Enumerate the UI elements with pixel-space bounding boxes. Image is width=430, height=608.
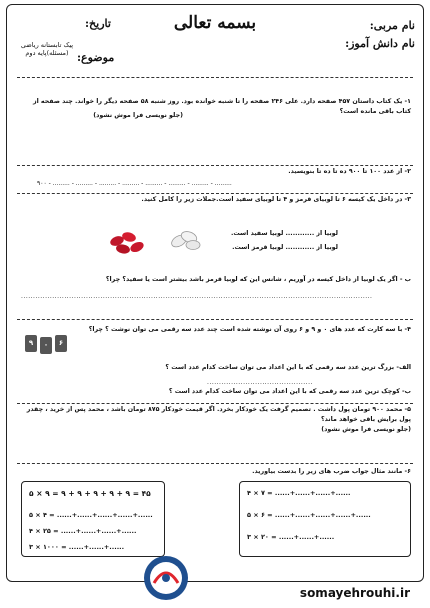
- question-6: ۶- مانند مثال جواب ضرب های زیر را بدست بیاورید.: [252, 468, 411, 475]
- question-1: ۱- یک کتاب داستان ۴۵۷ صفحه دارد. علی ۲۴۶ صفحه را تا شنبه خوانده بود. روز شنبه ۵۸ صفحه دیگر را خواند. چند صفحه از کتاب باقی مانده است؟: [32, 98, 411, 115]
- question-3: ۳- در داخل یک کیسه ۶ تا لوبیای قرمز و ۴ تا لوبیای سفید است.جملات زیر را کامل کنید.: [141, 196, 411, 203]
- question-3-line2: لوبیا از ............ لوبیا قرمز است.: [232, 244, 338, 251]
- number-card-3: ۶: [55, 335, 67, 352]
- divider-3: [17, 319, 413, 320]
- example-equation: ۵ × ۹ = ۹ + ۹ + ۹ + ۹ + ۹ = ۴۵: [29, 489, 151, 498]
- question-4: ۴- با سه کارت که عدد های ۰ و ۹ و ۶ روی آن نوشته شده است چند عدد سه رقمی می توان نوشت ؟ چرا؟: [88, 326, 411, 333]
- divider-2: [17, 193, 413, 194]
- sequence-blanks: ۹۰۰ - ......... - ......... - ......... - ......... - ......... - ......... - ......... - .........: [37, 180, 232, 187]
- white-beans-image: [167, 227, 207, 255]
- answer-line-3b: ..................................................................................................................................................: [21, 293, 373, 300]
- equation-left-1: ۵ × ۴ = ......+......+......+......+......: [29, 511, 153, 519]
- divider-4: [17, 403, 413, 404]
- equation-right-3: ۳ × ۲۰ = ......+......+......: [247, 533, 335, 541]
- question-5-note: (جلو نویسی فرا موش نشود): [321, 426, 411, 433]
- question-4-a: الف- بزرگ ترین عدد سه رقمی که با این اعداد می توان ساخت کدام عدد است ؟: [165, 364, 411, 371]
- red-beans-image: [107, 229, 157, 259]
- equation-left-2: ۴ × ۲۵ = ......+......+......+......: [29, 527, 137, 535]
- question-1-note: (جلو نویسی فرا موش نشود): [93, 112, 183, 119]
- student-label: نام دانش آموز:: [345, 37, 415, 50]
- question-4-b: ب- کوچک ترین عدد سه رقمی که با این اعداد می توان ساخت کدام عدد است ؟: [168, 388, 411, 395]
- question-3-line1: لوبیا از ............ لوبیا سفید است.: [230, 230, 338, 237]
- equation-left-3: ۳ × ۱۰۰۰ = ......+......+......: [29, 543, 125, 551]
- header-divider: [17, 77, 413, 78]
- logo-image: [137, 553, 195, 603]
- topic-value: پیک تابستانه ریاضی (مسئله)پایه دوم: [20, 41, 74, 58]
- website-footer[interactable]: somayehrouhi.ir: [299, 586, 410, 600]
- question-5: ۵- محمد ۹۰۰ تومان پول داشت . تصمیم گرفت یک خودکار بخرد. اگر قیمت خودکار ۸۷۵ تومان باشد ، محمد پس از خرید ، چقدر پول برایش باقی خواهد ماند؟: [26, 406, 411, 423]
- topic-label: موضوع:: [77, 51, 115, 64]
- equation-right-2: ۵ × ۶ = ......+......+......+......+......: [247, 511, 371, 519]
- equation-right-1: ۴ × ۷ = ......+......+......+......: [247, 489, 351, 497]
- number-card-2: ۰: [40, 337, 52, 354]
- answer-line-4a: ............................................: [207, 379, 313, 386]
- number-card-1: ۹: [25, 335, 37, 352]
- sequence-end: ۹۰۰: [37, 180, 47, 187]
- page-title: بسمه تعالی: [173, 13, 257, 33]
- question-3-b: ب - اگر یک لوبیا از داخل کیسه در آوریم ، شانس این که لوبیا قرمز باشد بیشتر است یا سفید؟ چرا؟: [105, 276, 411, 283]
- divider-5: [17, 463, 413, 464]
- date-label: تاریخ:: [85, 17, 111, 30]
- teacher-label: نام مربی:: [369, 19, 415, 32]
- worksheet-page: [6, 4, 424, 582]
- question-2: ۲- از عدد ۱۰۰ تا ۹۰۰ ده تا ده تا بنویسید.: [288, 168, 411, 175]
- divider-1: [17, 165, 413, 166]
